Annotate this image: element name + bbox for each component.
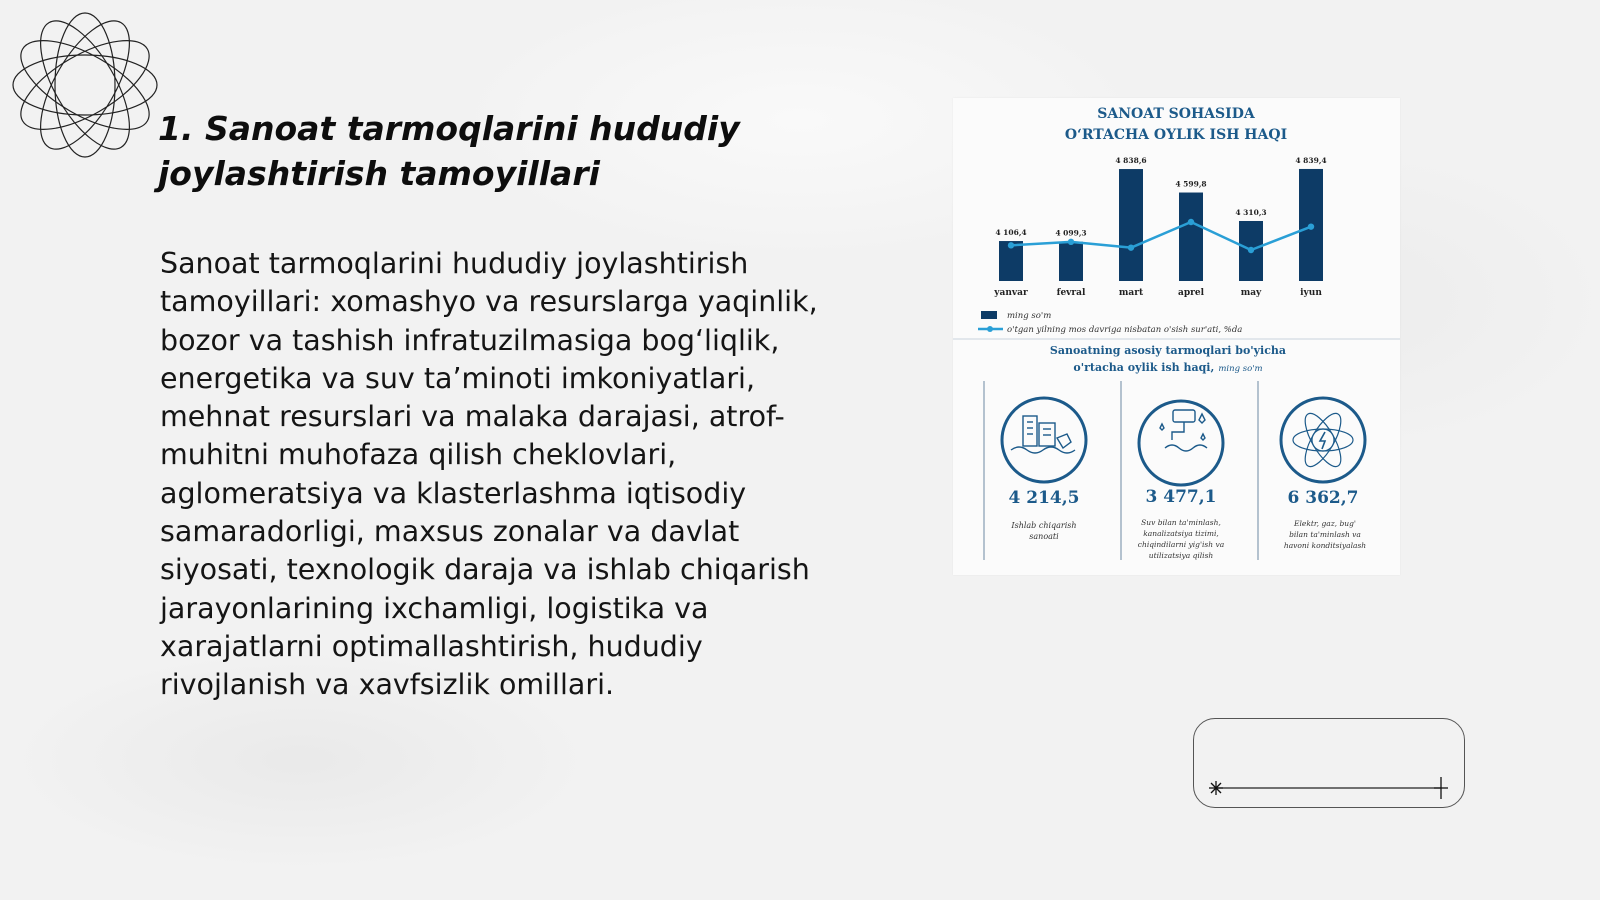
bar-value-label: 4 106,4 [995, 228, 1027, 238]
cross-star-icon [1434, 777, 1448, 799]
sector-label-line: Elektr, gaz, bug' [1294, 519, 1356, 528]
infographic-title-line2: O‘RTACHA OYLIK ISH HAQI [1064, 127, 1288, 143]
sector-label-line: chiqindilarni yig'ish va [1137, 540, 1225, 549]
sector-value: 3 477,1 [1145, 487, 1217, 507]
sector-label-line: Suv bilan ta'minlash, [1141, 518, 1221, 527]
sector-label-line: havoni konditsiyalash [1283, 541, 1367, 550]
x-tick-label: iyun [1300, 288, 1322, 298]
sector-label-line: bilan ta'minlash va [1289, 530, 1361, 539]
x-tick-label: may [1240, 288, 1262, 298]
orbit-ornament-icon [10, 10, 160, 160]
timeline-line [1194, 719, 1466, 809]
growth-rate-point [1188, 219, 1194, 225]
section-unit: ming so'm [1218, 364, 1263, 374]
slide-body-text: Sanoat tarmoqlarini hududiy joylashtirish tamoyillari: xomashyo va resurslarga yaqinlik, bozor va tashish infratuzilmasiga bog‘liqlik, energetika va suv ta’minoti imkoniyatlari, mehnat resurslari va malaka darajasi, atrof-muhitni muhofaza qilish cheklovlari, aglomeratsiya va klasterlashma iqtisodiy samaradorligi, maxsus zonalar va davlat siyosati, texnologik daraja va ishlab chiqarish jarayonlarining ixchamligi, logistika va xarajatlarni optimallashtirish, hududiy rivojlanish va xavfsizlik omillari. [160, 247, 818, 702]
sector-label-line: kanalizatsiya tizimi, [1143, 529, 1219, 538]
slide-title: 1. Sanoat tarmoqlarini hududiy joylashtirish tamoyillari [158, 109, 740, 193]
energy-atom-icon [1293, 409, 1353, 472]
bar-value-label: 4 310,3 [1235, 207, 1267, 217]
bar-chart [993, 156, 1326, 298]
bar [1119, 169, 1143, 281]
sector-card-energy [1281, 398, 1366, 550]
growth-rate-point [1248, 247, 1254, 253]
legend-bar-label: ming so'm [1007, 311, 1052, 321]
x-tick-label: aprel [1177, 288, 1205, 298]
salary-infographic [953, 98, 1400, 575]
factory-icon [1011, 416, 1075, 453]
sector-value: 4 214,5 [1008, 488, 1080, 508]
bar [1179, 193, 1203, 281]
water-tap-icon [1160, 410, 1207, 451]
growth-rate-point [1068, 239, 1074, 245]
sector-card-industry [1002, 398, 1086, 541]
bar-value-label: 4 838,6 [1115, 156, 1147, 166]
x-tick-label: mart [1118, 288, 1144, 298]
x-tick-label: fevral [1056, 288, 1086, 298]
growth-rate-point [1008, 242, 1014, 248]
infographic-canvas [953, 98, 1400, 575]
sector-value: 6 362,7 [1287, 488, 1359, 508]
sector-label-line: Ishlab chiqarish [1011, 521, 1077, 530]
sector-card-water [1138, 401, 1224, 560]
decorative-frame [1193, 718, 1465, 808]
bar-value-label: 4 099,3 [1055, 228, 1087, 238]
section-title-line1: Sanoatning asosiy tarmoqlari bo'yicha [1049, 344, 1287, 357]
bar-value-label: 4 599,8 [1175, 179, 1207, 189]
growth-rate-point [1308, 223, 1314, 229]
growth-rate-point [1128, 244, 1134, 250]
sparkle-icon [1209, 781, 1223, 795]
section-title-line2 [1073, 361, 1262, 374]
sector-label-line: utilizatsiya qilish [1148, 551, 1214, 560]
legend-line-label: o'tgan yilning mos davriga nisbatan o'sish sur'ati, %da [1007, 325, 1243, 335]
bar-value-label: 4 839,4 [1295, 155, 1327, 165]
x-tick-label: yanvar [994, 288, 1028, 298]
sector-label-line: sanoati [1029, 532, 1059, 541]
bar [1059, 242, 1083, 281]
section-title-text: o'rtacha oylik ish haqi, [1073, 361, 1215, 374]
legend-line-marker [987, 326, 993, 332]
legend-bar-swatch [981, 311, 997, 319]
infographic-title-line1: SANOAT SOHASIDA [1097, 106, 1255, 122]
